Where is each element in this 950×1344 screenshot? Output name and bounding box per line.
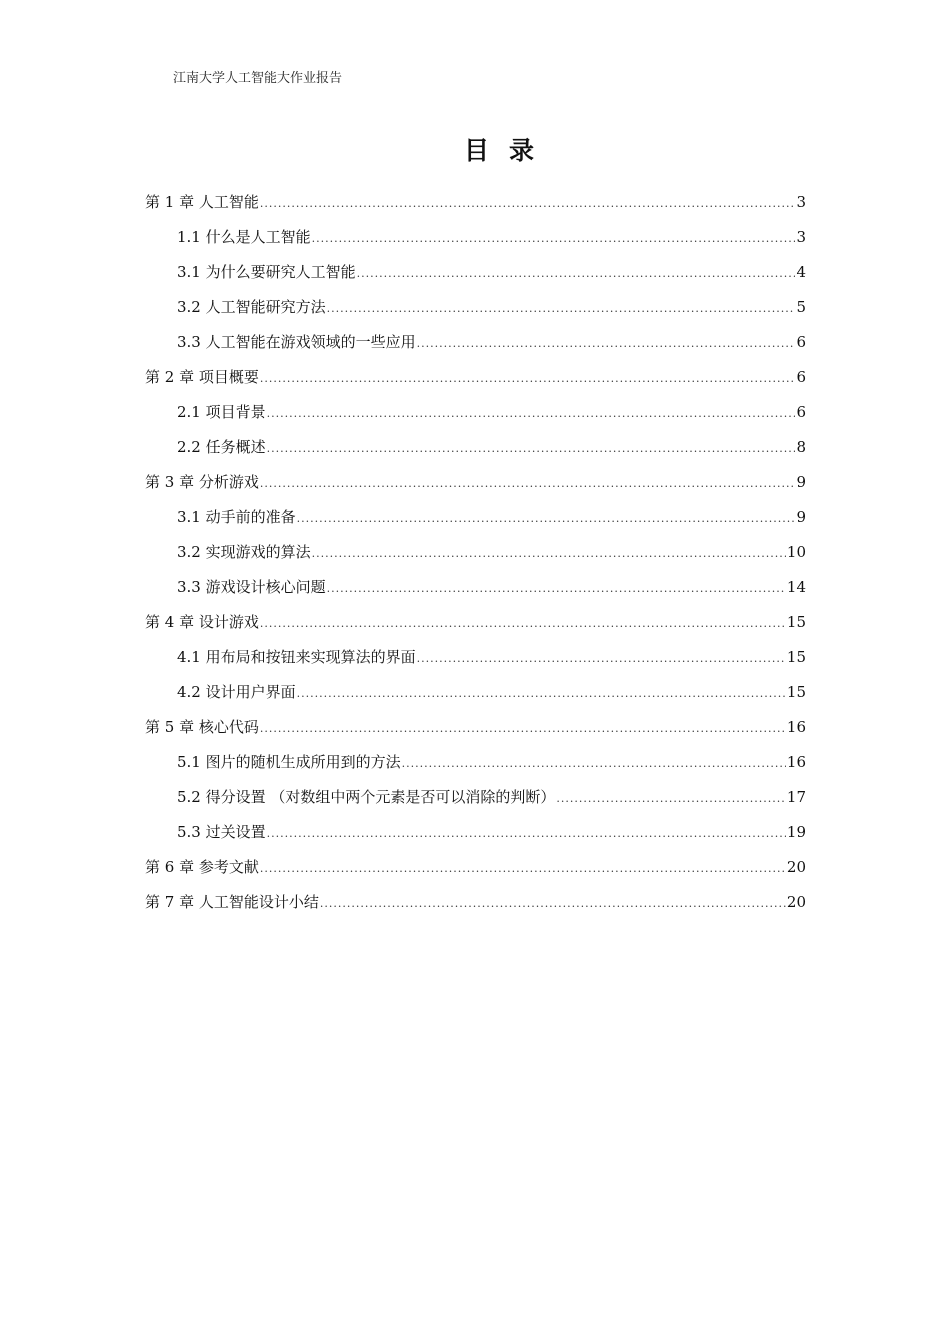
toc-dot-leader	[556, 781, 786, 816]
toc-entry-page: 15	[786, 648, 806, 666]
toc-dot-leader	[260, 361, 796, 396]
toc-entry-label: 3.2 人工智能研究方法	[177, 298, 326, 316]
toc-dot-leader	[260, 466, 796, 501]
toc-entry[interactable]	[145, 570, 806, 605]
toc-entry-page: 3	[796, 193, 806, 211]
toc-entry[interactable]	[145, 360, 806, 395]
toc-entry-label: 3.1 动手前的准备	[177, 508, 296, 526]
toc-entry[interactable]	[145, 640, 806, 675]
toc-dot-leader	[312, 536, 786, 571]
toc-dot-leader	[312, 221, 796, 256]
toc-entry[interactable]	[145, 535, 806, 570]
toc-entry-page: 6	[796, 403, 806, 421]
toc-entry-label: 3.2 实现游戏的算法	[177, 543, 311, 561]
toc-entry[interactable]	[145, 605, 806, 640]
toc-entry[interactable]	[145, 710, 806, 745]
toc-dot-leader	[417, 641, 786, 676]
toc-entry-page: 6	[796, 333, 806, 351]
toc-dot-leader	[417, 326, 796, 361]
toc-entry-label: 第 7 章 人工智能设计小结	[145, 893, 319, 911]
toc-entry-page: 5	[796, 298, 806, 316]
table-of-contents	[145, 185, 806, 920]
toc-dot-leader	[320, 886, 786, 921]
toc-entry-page: 9	[796, 473, 806, 491]
toc-title: 目录	[463, 136, 554, 165]
toc-entry-label: 第 1 章 人工智能	[145, 193, 259, 211]
toc-dot-leader	[327, 291, 796, 326]
toc-entry-page: 6	[796, 368, 806, 386]
toc-entry-page: 9	[796, 508, 806, 526]
toc-entry-label: 第 6 章 参考文献	[145, 858, 259, 876]
toc-entry-page: 8	[796, 438, 806, 456]
toc-entry-label: 4.1 用布局和按钮来实现算法的界面	[177, 648, 416, 666]
toc-entry[interactable]	[145, 675, 806, 710]
toc-entry[interactable]	[145, 185, 806, 220]
toc-entry[interactable]	[145, 745, 806, 780]
toc-dot-leader	[297, 501, 796, 536]
toc-entry-page: 20	[786, 858, 806, 876]
toc-entry-label: 第 3 章 分析游戏	[145, 473, 259, 491]
toc-dot-leader	[267, 431, 796, 466]
toc-entry-page: 14	[786, 578, 806, 596]
toc-entry[interactable]	[145, 430, 806, 465]
toc-entry-page: 15	[786, 613, 806, 631]
toc-entry[interactable]	[145, 220, 806, 255]
toc-dot-leader	[297, 676, 786, 711]
toc-entry-page: 16	[786, 753, 806, 771]
toc-entry[interactable]	[145, 290, 806, 325]
toc-entry-label: 3.1 为什么要研究人工智能	[177, 263, 356, 281]
toc-entry[interactable]	[145, 395, 806, 430]
toc-entry[interactable]	[145, 325, 806, 360]
toc-entry-label: 3.3 游戏设计核心问题	[177, 578, 326, 596]
toc-entry[interactable]	[145, 500, 806, 535]
toc-entry[interactable]	[145, 815, 806, 850]
toc-dot-leader	[267, 396, 796, 431]
toc-entry-label: 5.3 过关设置	[177, 823, 266, 841]
toc-dot-leader	[260, 606, 786, 641]
toc-entry-label: 4.2 设计用户界面	[177, 683, 296, 701]
toc-dot-leader	[267, 816, 786, 851]
toc-entry-label: 第 5 章 核心代码	[145, 718, 259, 736]
toc-entry-label: 5.1 图片的随机生成所用到的方法	[177, 753, 401, 771]
toc-dot-leader	[327, 571, 786, 606]
toc-entry[interactable]	[145, 780, 806, 815]
toc-entry-label: 1.1 什么是人工智能	[177, 228, 311, 246]
toc-entry-page: 4	[796, 263, 806, 281]
toc-entry[interactable]	[145, 850, 806, 885]
toc-dot-leader	[260, 186, 796, 221]
toc-entry-page: 3	[796, 228, 806, 246]
toc-entry-label: 3.3 人工智能在游戏领域的一些应用	[177, 333, 416, 351]
toc-dot-leader	[260, 711, 786, 746]
toc-dot-leader	[402, 746, 786, 781]
toc-entry-page: 20	[786, 893, 806, 911]
toc-entry-label: 第 2 章 项目概要	[145, 368, 259, 386]
page-header: 江南大学人工智能大作业报告	[173, 71, 343, 86]
toc-entry-label: 2.1 项目背景	[177, 403, 266, 421]
toc-dot-leader	[357, 256, 796, 291]
toc-entry[interactable]	[145, 465, 806, 500]
toc-entry-page: 17	[786, 788, 806, 806]
toc-entry-page: 16	[786, 718, 806, 736]
toc-dot-leader	[260, 851, 786, 886]
toc-entry[interactable]	[145, 885, 806, 920]
toc-entry-page: 10	[786, 543, 806, 561]
toc-entry-page: 15	[786, 683, 806, 701]
toc-entry-label: 第 4 章 设计游戏	[145, 613, 259, 631]
toc-entry-page: 19	[786, 823, 806, 841]
toc-entry-label: 5.2 得分设置 （对数组中两个元素是否可以消除的判断）	[177, 788, 556, 806]
toc-entry[interactable]	[145, 255, 806, 290]
toc-entry-label: 2.2 任务概述	[177, 438, 266, 456]
